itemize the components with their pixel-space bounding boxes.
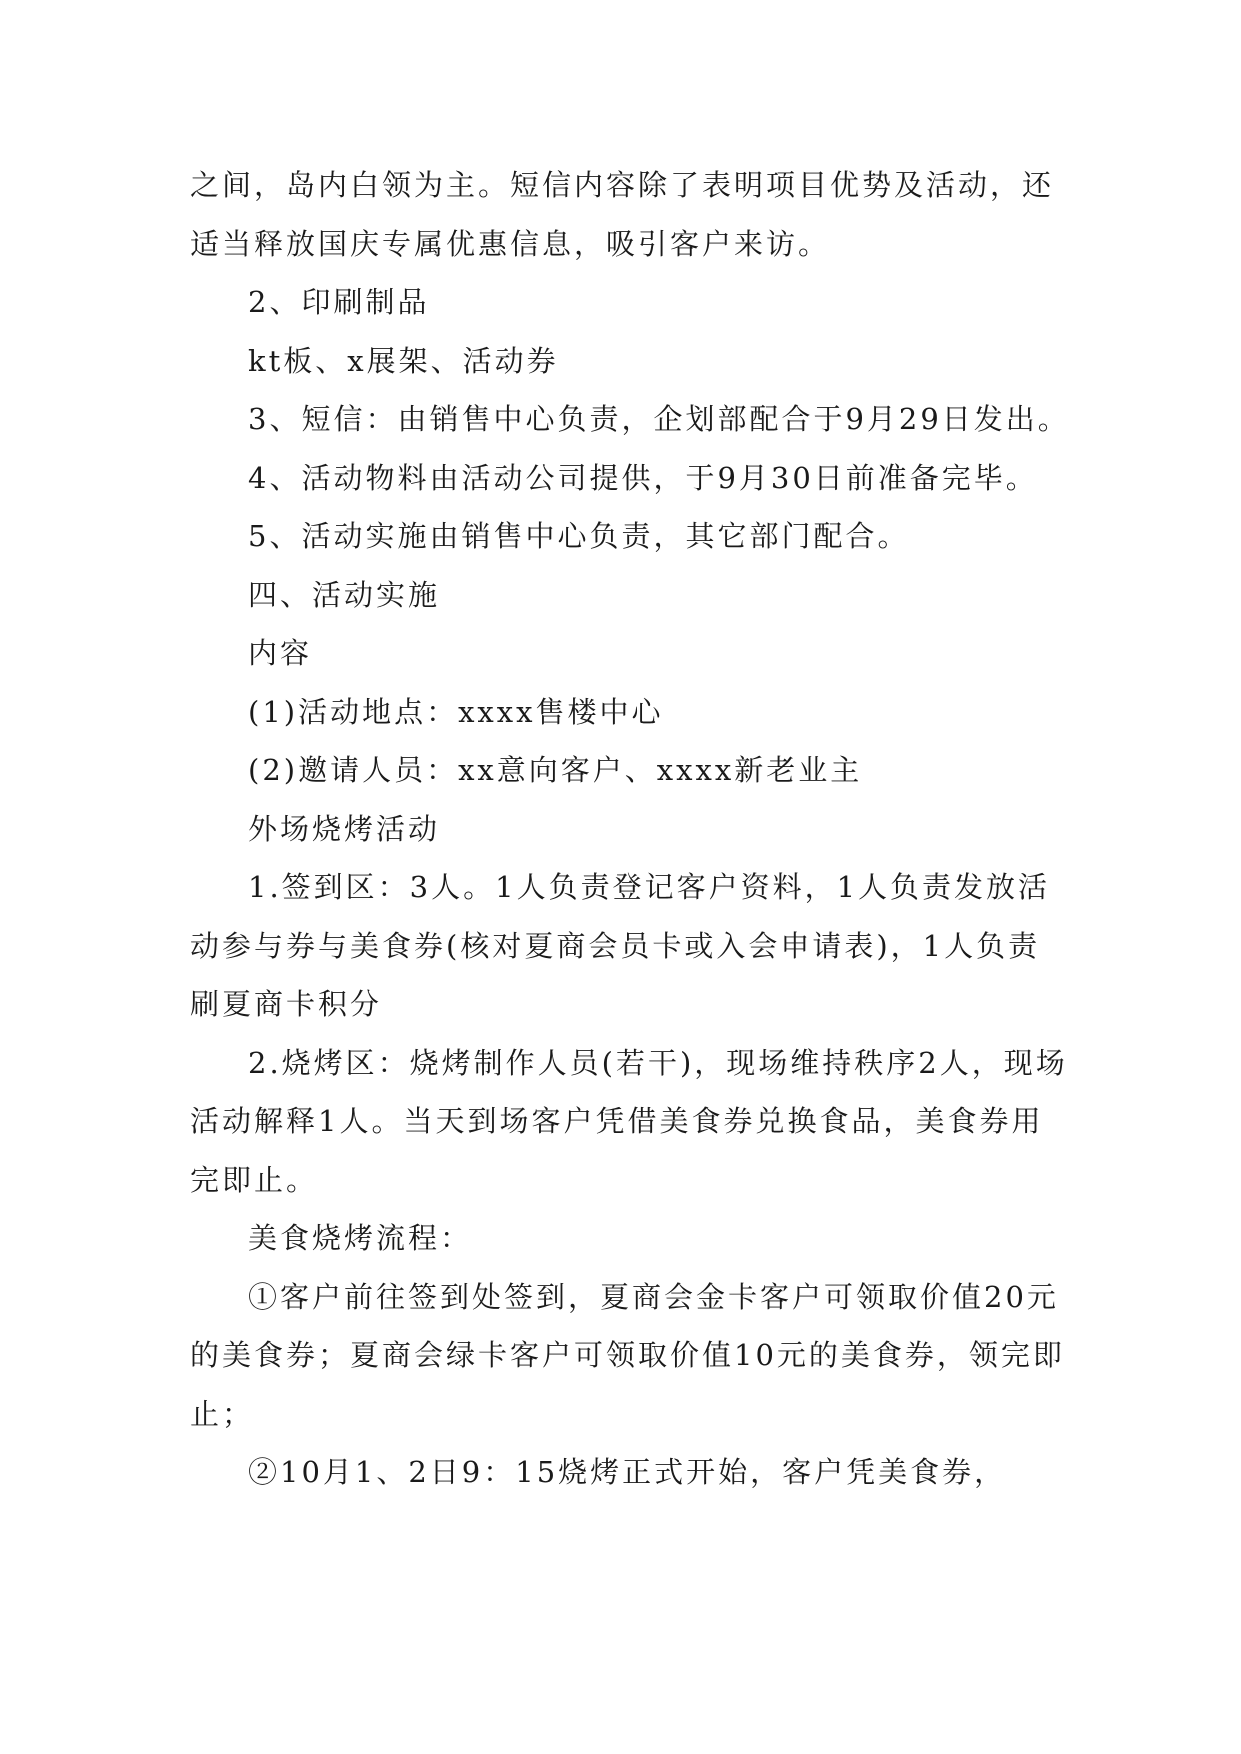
paragraph: 3、短信：由销售中心负责，企划部配合于9月29日发出。 [248, 402, 1070, 436]
paragraph: 内容 [248, 636, 313, 670]
paragraph: 1.签到区：3人。1人负责登记客户资料，1人负责发放活动参与券与美食券(核对夏商会员卡或入会申请表)，1人负责刷夏商卡积分 [190, 870, 1051, 1021]
paragraph: 2、印刷制品 [248, 285, 430, 319]
paragraph: 之间，岛内白领为主。短信内容除了表明项目优势及活动，还适当释放国庆专属优惠信息，吸引客户来访。 [190, 168, 1055, 261]
paragraph: 外场烧烤活动 [248, 811, 441, 846]
paragraph: ②10月1、2日9：15烧烤正式开始，客户凭美食券， [248, 1455, 1007, 1489]
paragraph: 2.烧烤区：烧烤制作人员(若干)，现场维持秩序2人，现场活动解释1人。当天到场客户凭借美食券兑换食品，美食券用完即止。 [190, 1045, 1068, 1197]
paragraph: kt板、x展架、活动券 [248, 343, 559, 378]
document-body [190, 156, 1070, 1502]
paragraph: (2)邀请人员：xx意向客户、xxxx新老业主 [248, 753, 863, 787]
paragraph: ①客户前往签到处签到，夏商会金卡客户可领取价值20元的美食券；夏商会绿卡客户可领取价值10元的美食券，领完即止； [190, 1279, 1065, 1431]
paragraph: 4、活动物料由活动公司提供，于9月30日前准备完毕。 [248, 460, 1038, 495]
paragraph: 美食烧烤流程： [248, 1221, 473, 1255]
paragraph: (1)活动地点：xxxx售楼中心 [248, 694, 664, 729]
section-heading: 四、活动实施 [248, 577, 441, 612]
paragraph: 5、活动实施由销售中心负责，其它部门配合。 [248, 519, 910, 553]
